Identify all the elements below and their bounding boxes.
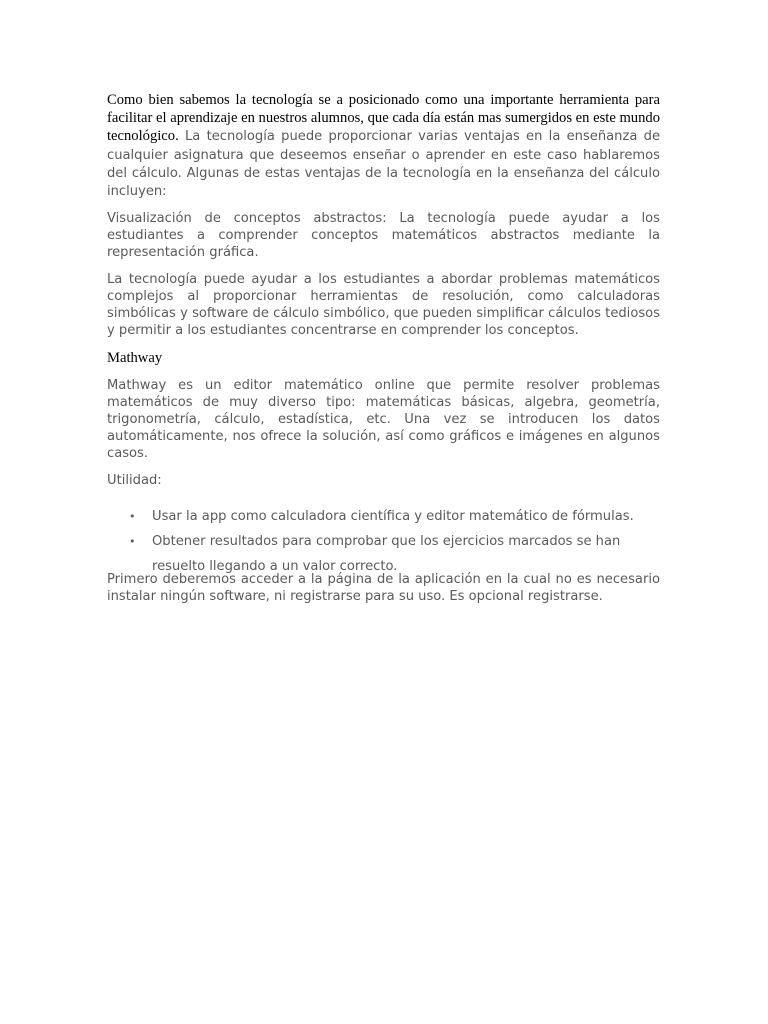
intro-sans-text: La tecnología puede proporcionar varias ventajas en la enseñanza de cualquier asignatura que deseemos enseñar o aprender en este caso hablaremos del cálculo. Algunas de estas ventajas de la tecnología en la enseñanza del cálculo incluyen: [107, 129, 660, 200]
access-paragraph: Primero deberemos acceder a la página de la aplicación en la cual no es necesario instalar ningún software, ni registrarse para su uso. Es opcional registrarse. [107, 572, 660, 605]
visualization-paragraph: Visualización de conceptos abstractos: La tecnología puede ayudar a los estudiantes a comprender conceptos matemáticos abstractos mediante la representación gráfica. [107, 211, 660, 261]
utilidad-label: Utilidad: [107, 473, 162, 489]
list-item-text: Obtener resultados para comprobar que los ejercicios marcados se han resuelto llegando a un valor correcto. [152, 534, 621, 575]
bullet-icon: • [129, 510, 136, 524]
list-item [129, 504, 660, 529]
list-item-text: Usar la app como calculadora científica y editor matemático de fórmulas. [152, 509, 634, 525]
utilidad-list [107, 504, 660, 579]
mathway-paragraph: Mathway es un editor matemático online que permite resolver problemas matemáticos de muy diverso tipo: matemáticas básicas, algebra, geometría, trigonometría, cálculo, estadística, etc. Una vez se introducen los datos automáticamente, nos ofrece la solución, así como gráficos e imágenes en algunos casos. [107, 378, 660, 462]
problems-paragraph: La tecnología puede ayudar a los estudiantes a abordar problemas matemáticos complejos al proporcionar herramientas de resolución, como calculadoras simbólicas y software de cálculo simbólico, que pueden simplificar cálculos tediosos y permitir a los estudiantes concentrarse en comprender los conceptos. [107, 272, 660, 339]
list-item [129, 529, 660, 579]
intro-paragraph [107, 91, 660, 200]
document-page [107, 91, 660, 605]
mathway-heading: Mathway [107, 350, 163, 367]
intro-serif-text: Como bien sabemos la tecnología se a posicionado como una importante herramienta para facilitar el aprendizaje en nuestros alumnos, que cada día están mas sumergidos en este mundo tecnológico. [107, 92, 660, 145]
bullet-icon: • [129, 535, 136, 549]
